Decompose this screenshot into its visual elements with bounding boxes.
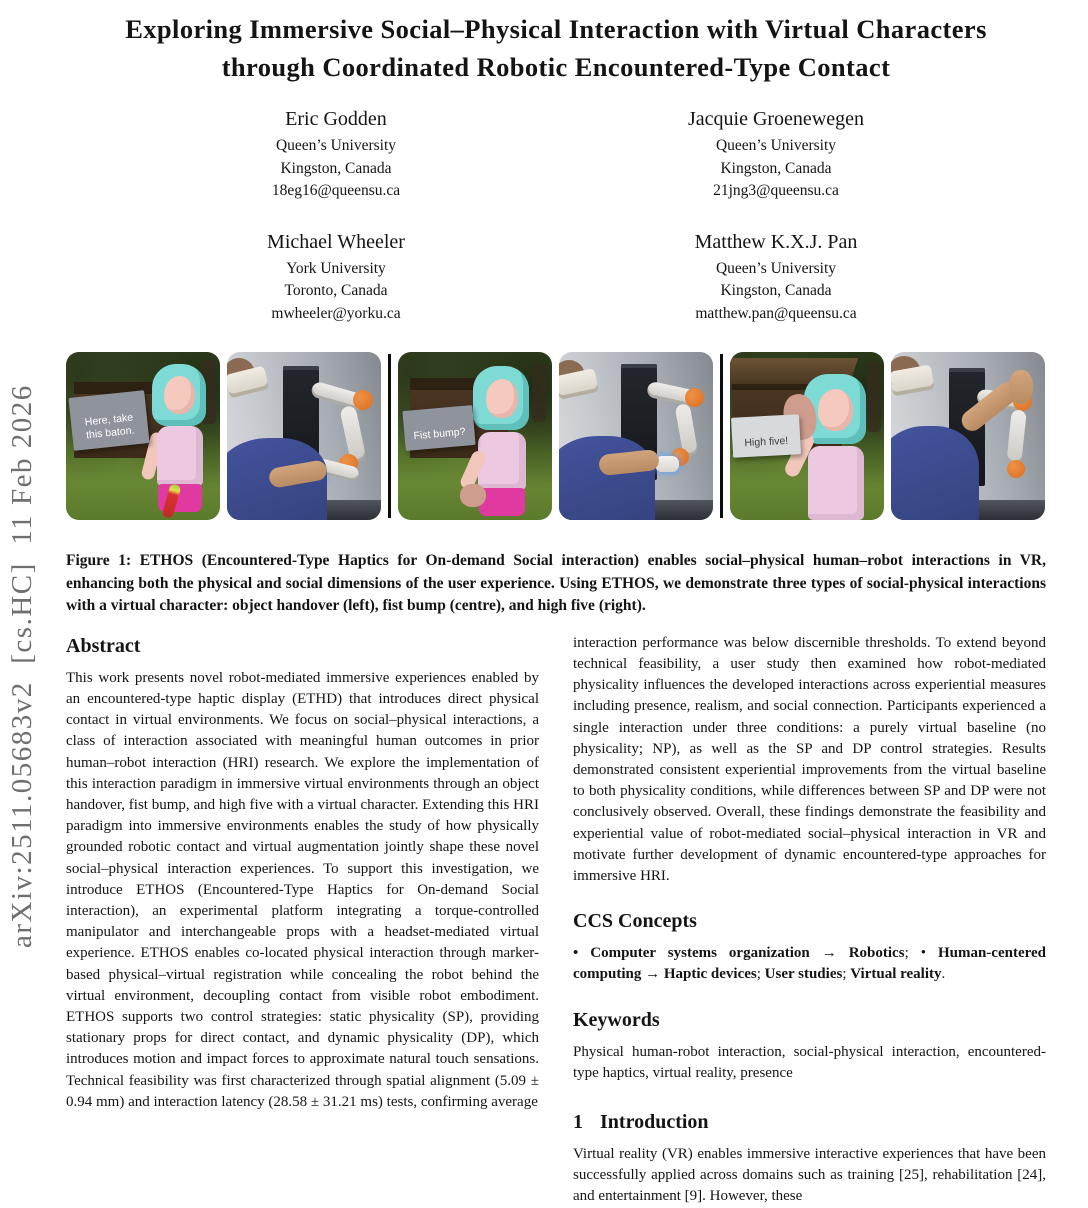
figure-caption — [66, 550, 1046, 618]
author-email: 18eg16@queensu.ca — [271, 182, 401, 199]
keywords-text: Physical human-robot interaction, social-physical interaction, encountered-type haptics, virtual reality, presence — [573, 1043, 1046, 1081]
character-torso — [157, 426, 203, 486]
ccs-concept: Virtual reality — [850, 966, 942, 983]
author-location: Toronto, Canada — [284, 282, 388, 299]
author-location: Kingston, Canada — [720, 159, 832, 177]
character-face — [486, 379, 518, 418]
ccs-separator: ; — [756, 966, 765, 983]
ccs-heading: CCS Concepts — [573, 910, 697, 933]
vr-character — [144, 362, 216, 520]
robot-joint — [1007, 460, 1025, 478]
robot-arm-segment — [1006, 409, 1027, 464]
author-name: Eric Godden — [285, 108, 387, 130]
introduction-text: Virtual reality (VR) enables immersive interactive experiences that have been successfully applied across domains such as training [25], rehabilitation [24], and entertainment [9]. However, these — [573, 1146, 1046, 1205]
robot-joint — [353, 390, 373, 410]
abstract-heading: Abstract — [66, 634, 141, 657]
speech-sign — [731, 414, 801, 458]
ccs-arrow: → — [641, 966, 664, 983]
figure-group-divider — [720, 354, 723, 518]
figure-panel-photo-fist-bump — [559, 352, 713, 520]
author-affiliation: York University — [286, 259, 386, 277]
author-name: Michael Wheeler — [267, 230, 405, 253]
vr-headset — [891, 365, 935, 397]
speech-text: Fist bump? — [413, 425, 466, 443]
author-email: mwheeler@yorku.ca — [271, 304, 401, 322]
author-block — [116, 106, 996, 325]
keywords-heading: Keywords — [573, 1008, 660, 1031]
author-card — [556, 106, 996, 203]
ccs-concept: Robotics — [848, 945, 905, 962]
ccs-text — [573, 943, 1046, 985]
author-card — [116, 229, 556, 326]
author-card — [116, 106, 556, 203]
character-fist — [460, 484, 486, 507]
arxiv-watermark: arXiv:2511.05683v2 [cs.HC] 11 Feb 2026 — [6, 384, 38, 948]
robot-joint — [685, 388, 704, 407]
participant — [891, 426, 979, 520]
figure-panel-photo-handover — [227, 352, 381, 520]
section-title: Introduction — [600, 1111, 709, 1134]
abstract-text-right: interaction performance was below discernible thresholds. To extend beyond technical feasibility, a user study then examined how robot-mediated physicality influences the developed interactions across experiential measures including presence, realism, and social connection. Participants experienced a single interaction under three conditions: a purely virtual baseline (no physicality; NP), as well as the SP and DP control strategies. Results demonstrated consistent experiential improvements from the virtual baseline to both physicality conditions, while differences between SP and DP were not conclusively observed. Overall, these findings demonstrate the feasibility and experiential value of robot-mediated social–physical interaction in VR and motivate further development of dynamic encountered-type approaches for immersive HRI. — [573, 634, 1046, 885]
ccs-concept: Human-centered computing — [573, 945, 1046, 983]
speech-text: Here, take this baton. — [84, 411, 136, 442]
speech-sign — [402, 405, 475, 451]
author-name: Matthew K.X.J. Pan — [694, 230, 858, 253]
ccs-separator: ; • — [904, 945, 938, 962]
author-email: 21jng3@queensu.ca — [713, 182, 839, 199]
figure-1 — [66, 352, 1046, 618]
figure-caption-text: ETHOS (Encountered-Type Haptics for On-demand Social interaction) enables social–physical human–robot interactions in VR, enhancing both the physical and social dimensions of the user experience. Using ETHOS, we demonstrate three types of social-physical interactions with a virtual character: object handover (left), fist bump (centre), and high five (right). — [66, 552, 1046, 615]
abstract-text-left: This work presents novel robot-mediated immersive experiences enabled by an encountered-type haptic display (ETHD) that introduces direct physical contact in virtual environments. We focus on social–physical interactions, a class of interaction associated with meaningful human outcomes in prior human–robot interaction (HRI) research. We explore the implementation of this interaction paradigm in immersive virtual environments through an object handover, fist bump, and high five with a virtual character. Extending this HRI paradigm into immersive environments enables the study of how physically grounded robotic contact and virtual augmentation jointly shape these novel social–physical interaction experiences. To support this investigation, we introduce ETHOS (Encountered-Type Haptics for On-demand Social interaction), an experimental platform integrating a torque-controlled manipulator and interchangeable props with a headset-mediated virtual experience. ETHOS enables co-located physical interaction through marker-based physical–virtual registration while concealing the robot behind the virtual environment, decoupling contact from visible robot embodiment. ETHOS supports two control strategies: static physicality (SP), providing stationary props for direct contact, and dynamic physicality (DP), which introduces motion and impact forces to approximate natural touch sensations. Technical feasibility was first characterized through spatial alignment (5.09 ± 0.94 mm) and interaction latency (28.58 ± 31.21 ms) tests, confirming average — [66, 669, 539, 1110]
author-affiliation: Queen’s University — [715, 137, 837, 154]
figure-panels — [66, 352, 1046, 520]
ccs-concept: User studies — [764, 966, 843, 983]
speech-sign — [68, 390, 149, 451]
character-torso — [478, 432, 526, 490]
participant-hand — [1009, 370, 1033, 404]
ccs-separator: ; — [842, 966, 851, 983]
ccs-period: . — [941, 966, 946, 983]
ccs-concept: Haptic devices — [663, 966, 757, 983]
figure-panel-vr-handover — [66, 352, 220, 520]
left-column — [66, 633, 539, 1208]
author-email: matthew.pan@queensu.ca — [695, 304, 857, 322]
character-torso — [808, 446, 864, 520]
vr-character — [788, 374, 880, 520]
paper-page — [66, 0, 1046, 1208]
introduction-heading — [573, 1109, 1046, 1135]
two-column-body — [66, 633, 1046, 1208]
character-face — [164, 376, 195, 414]
author-affiliation: Queen’s University — [715, 259, 837, 277]
figure-panel-photo-high-five — [891, 352, 1045, 520]
figure-caption-label: Figure 1: — [66, 552, 132, 569]
speech-text: High five! — [744, 434, 789, 450]
ccs-arrow: → — [809, 945, 849, 962]
paper-title: Exploring Immersive Social–Physical Interaction with Virtual Characters through Coordinated Robotic Encountered-Type Contact — [125, 14, 987, 82]
character-face — [818, 389, 853, 431]
author-location: Kingston, Canada — [280, 159, 392, 177]
section-number: 1 — [573, 1111, 583, 1134]
figure-panel-vr-high-five — [730, 352, 884, 520]
figure-panel-vr-fist-bump — [398, 352, 552, 520]
ccs-concept: • Computer systems organization — [573, 945, 810, 962]
author-card — [556, 229, 996, 326]
right-column — [573, 633, 1046, 1208]
participant — [559, 436, 655, 520]
author-affiliation: Queen’s University — [275, 137, 397, 154]
author-name: Jacquie Groenewegen — [687, 108, 865, 130]
figure-group-divider — [388, 354, 391, 518]
author-location: Kingston, Canada — [720, 282, 832, 299]
